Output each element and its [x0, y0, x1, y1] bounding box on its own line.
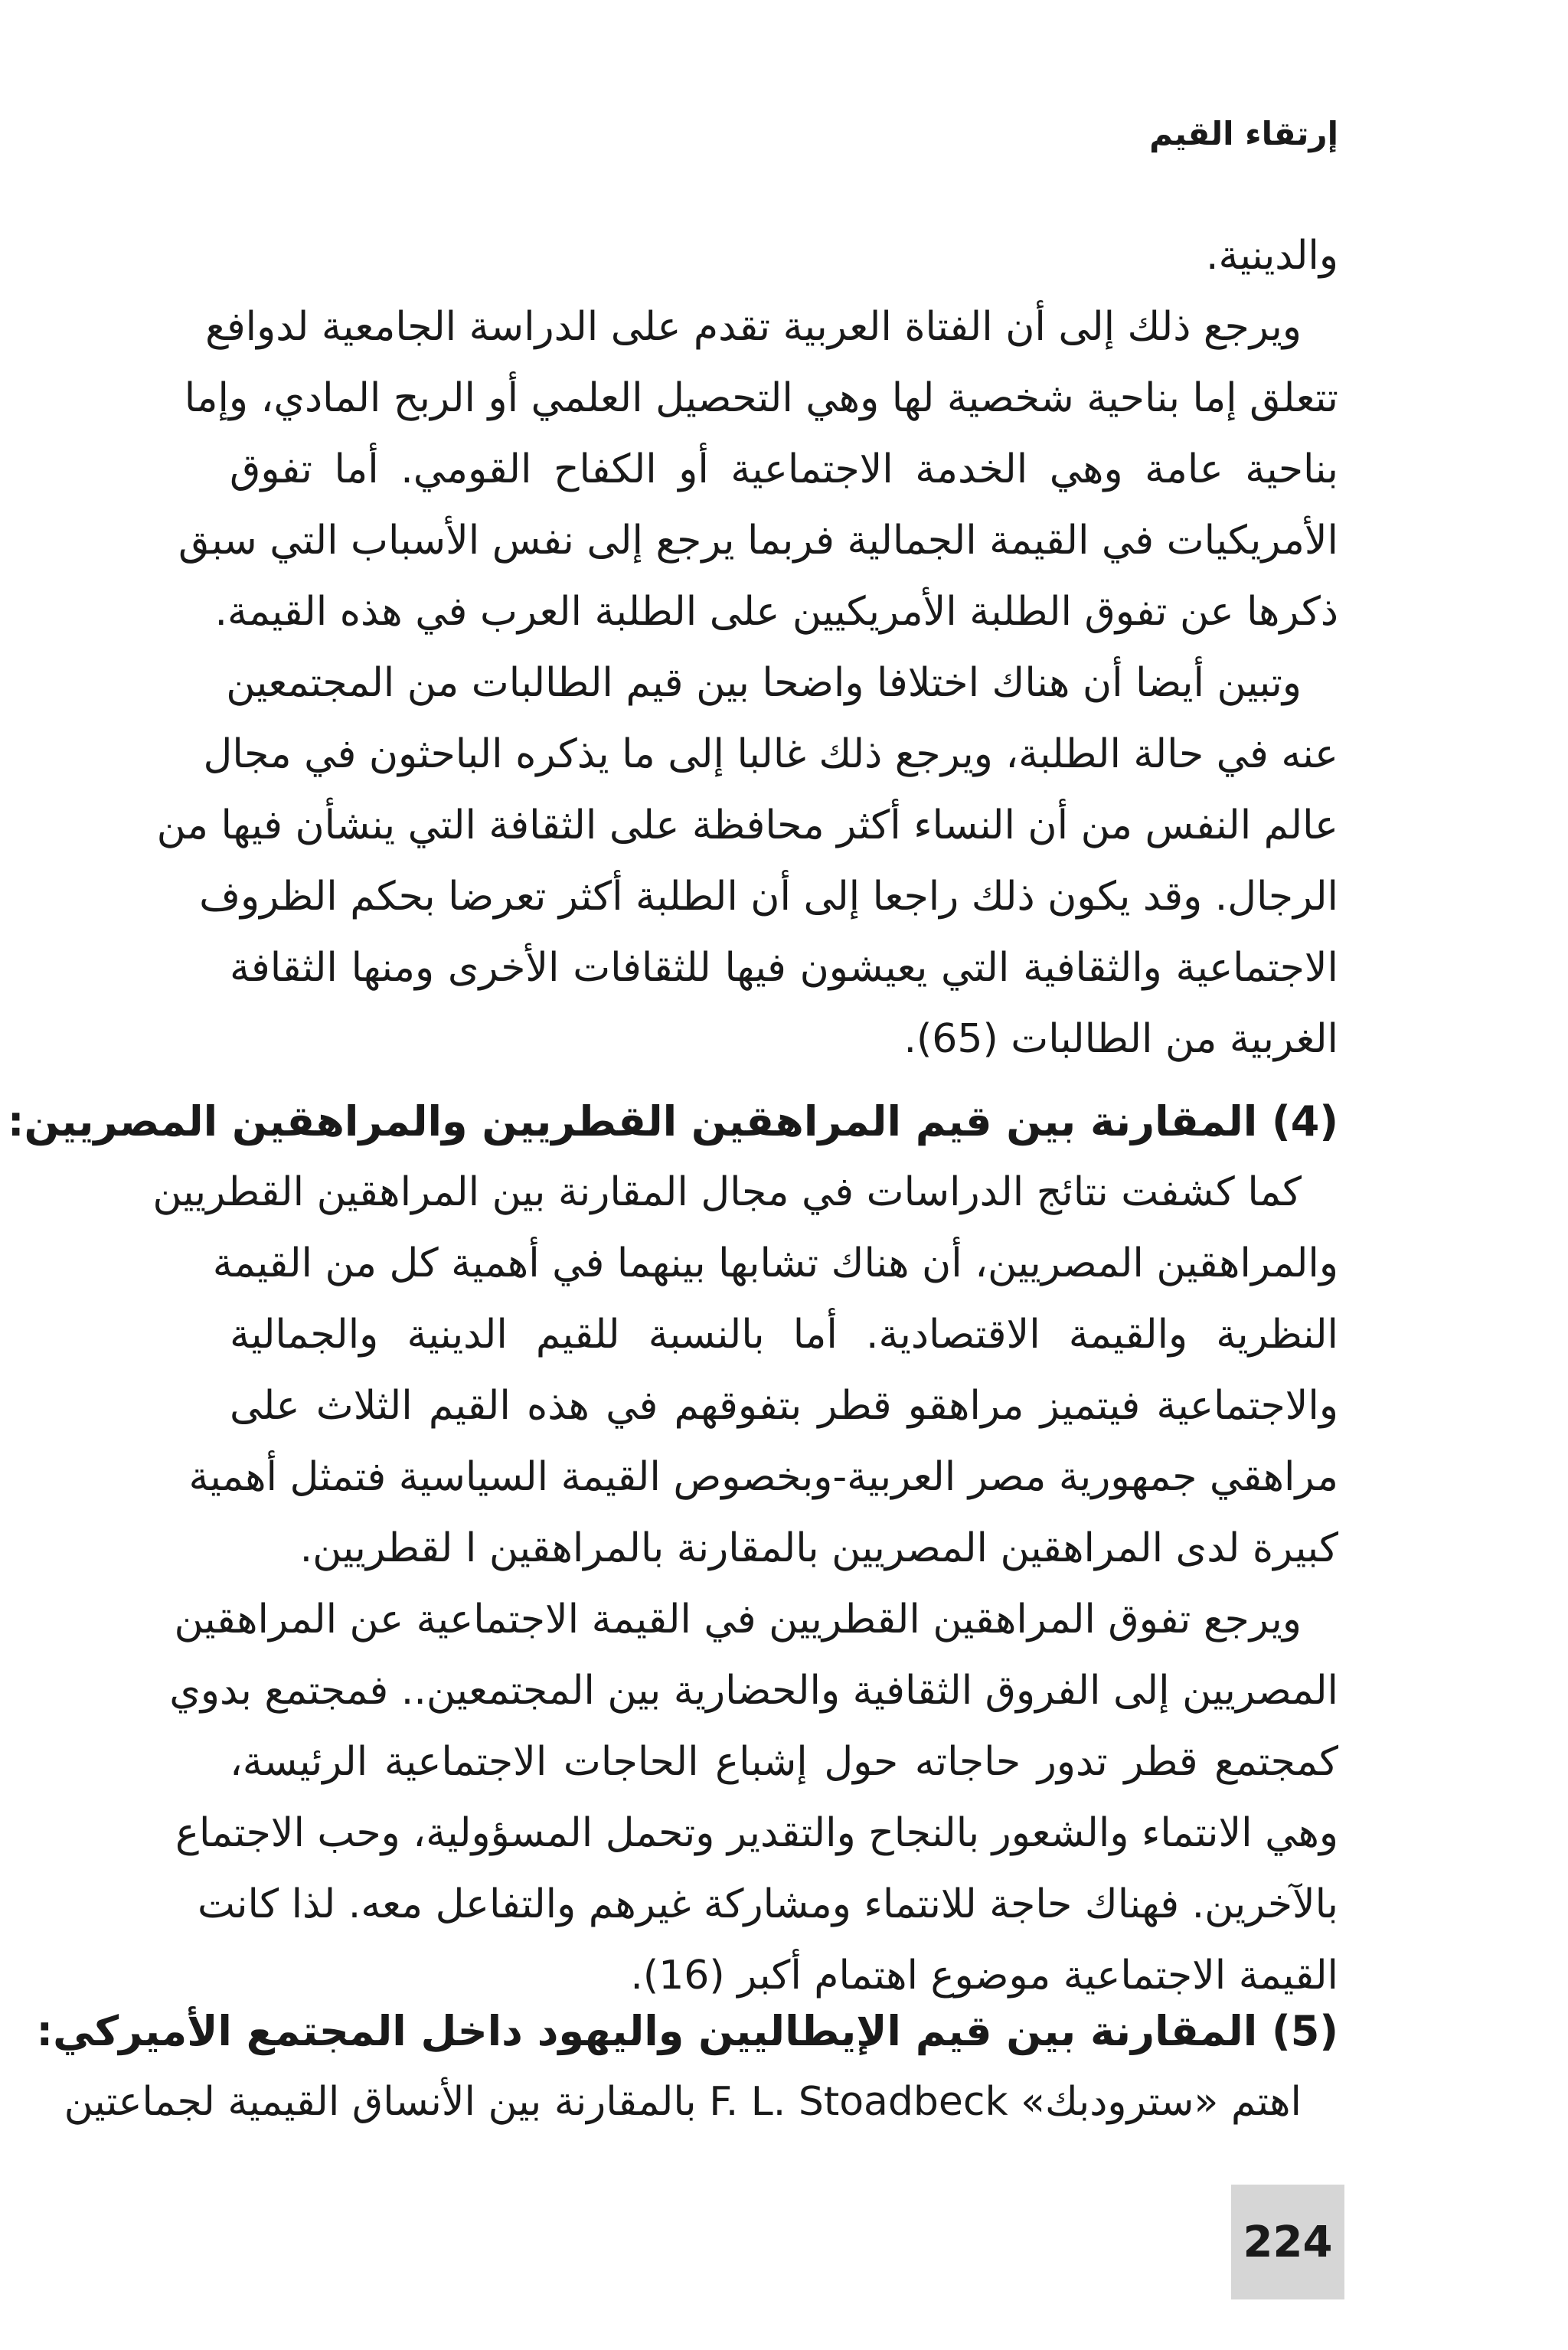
- text-line: عالم النفس من أن النساء أكثر محافظة على الثقافة التي ينشأن فيها من: [156, 802, 1338, 848]
- text-line: بالآخرين. فهناك حاجة للانتماء ومشاركة غيرهم والتفاعل معه. لذا كانت: [197, 1881, 1338, 1927]
- text-line: بناحية عامة وهي الخدمة الاجتماعية أو الكفاح القومي. أما تفوق: [230, 446, 1338, 492]
- text-line: المصريين إلى الفروق الثقافية والحضارية بين المجتمعين.. فمجتمع بدوي: [169, 1668, 1338, 1714]
- text-line: والاجتماعية فيتميز مراهقو قطر بتفوقهم في هذه القيم الثلاث على: [230, 1383, 1338, 1429]
- text-line: عنه في حالة الطلبة، ويرجع ذلك غالبا إلى ما يذكره الباحثون في مجال: [203, 731, 1338, 777]
- page-number-box: [1231, 2185, 1344, 2299]
- text-line: وهي الانتماء والشعور بالنجاح والتقدير وتحمل المسؤولية، وحب الاجتماع: [175, 1810, 1338, 1856]
- text-line: اهتم «سترودبك» F. L. Stoadbeck بالمقارنة بين الأنساق القيمية لجماعتين: [64, 2079, 1302, 2125]
- text-line: النظرية والقيمة الاقتصادية. أما بالنسبة للقيم الدينية والجمالية: [230, 1312, 1338, 1358]
- text-line: تتعلق إما بناحية شخصية لها وهي التحصيل العلمي أو الربح المادي، وإما: [184, 375, 1338, 421]
- text-line: الأمريكيات في القيمة الجمالية فربما يرجع إلى نفس الأسباب التي سبق: [178, 518, 1338, 564]
- section-heading: (5) المقارنة بين قيم الإيطاليين واليهود داخل المجتمع الأميركي:: [36, 2007, 1338, 2055]
- text-line: ويرجع ذلك إلى أن الفتاة العربية تقدم على الدراسة الجامعية لدوافع: [205, 304, 1302, 350]
- text-line: وتبين أيضا أن هناك اختلافا واضحا بين قيم الطالبات من المجتمعين: [226, 660, 1302, 706]
- section-5-heading-wrap: [36, 1995, 1338, 2067]
- text-line: ذكرها عن تفوق الطلبة الأمريكيين على الطلبة العرب في هذه القيمة.: [214, 589, 1338, 635]
- paragraph-block-1: [156, 221, 1338, 1075]
- text-line: كمجتمع قطر تدور حاجاته حول إشباع الحاجات الاجتماعية الرئيسة،: [230, 1739, 1338, 1785]
- page-number: 224: [1243, 2217, 1333, 2267]
- text-line: الرجال. وقد يكون ذلك راجعا إلى أن الطلبة أكثر تعرضا بحكم الظروف: [199, 874, 1338, 920]
- text-line: مراهقي جمهورية مصر العربية-وبخصوص القيمة السياسية فتمثل أهمية: [188, 1454, 1338, 1500]
- text-line: الاجتماعية والثقافية التي يعيشون فيها للثقافات الأخرى ومنها الثقافة: [230, 945, 1338, 991]
- paragraph-block-3: [64, 2067, 1338, 2138]
- section-4-heading-wrap: [7, 1086, 1338, 1157]
- text-line: الغربية من الطالبات (65).: [903, 1016, 1338, 1062]
- text-line: ويرجع تفوق المراهقين القطريين في القيمة الاجتماعية عن المراهقين: [174, 1597, 1302, 1642]
- text-line: كبيرة لدى المراهقين المصريين بالمقارنة بالمراهقين ا لقطريين.: [299, 1525, 1338, 1571]
- text-line: والدينية.: [1206, 233, 1338, 279]
- text-line: كما كشفت نتائج الدراسات في مجال المقارنة بين المراهقين القطريين: [152, 1169, 1302, 1215]
- running-header: إرتقاء القيم: [1149, 115, 1338, 152]
- section-heading: (4) المقارنة بين قيم المراهقين القطريين والمراهقين المصريين:: [7, 1097, 1338, 1146]
- paragraph-block-2: [152, 1157, 1338, 2012]
- text-line: والمراهقين المصريين، أن هناك تشابها بينهما في أهمية كل من القيمة: [212, 1240, 1338, 1286]
- text-line: القيمة الاجتماعية موضوع اهتمام أكبر (16).: [630, 1953, 1338, 1999]
